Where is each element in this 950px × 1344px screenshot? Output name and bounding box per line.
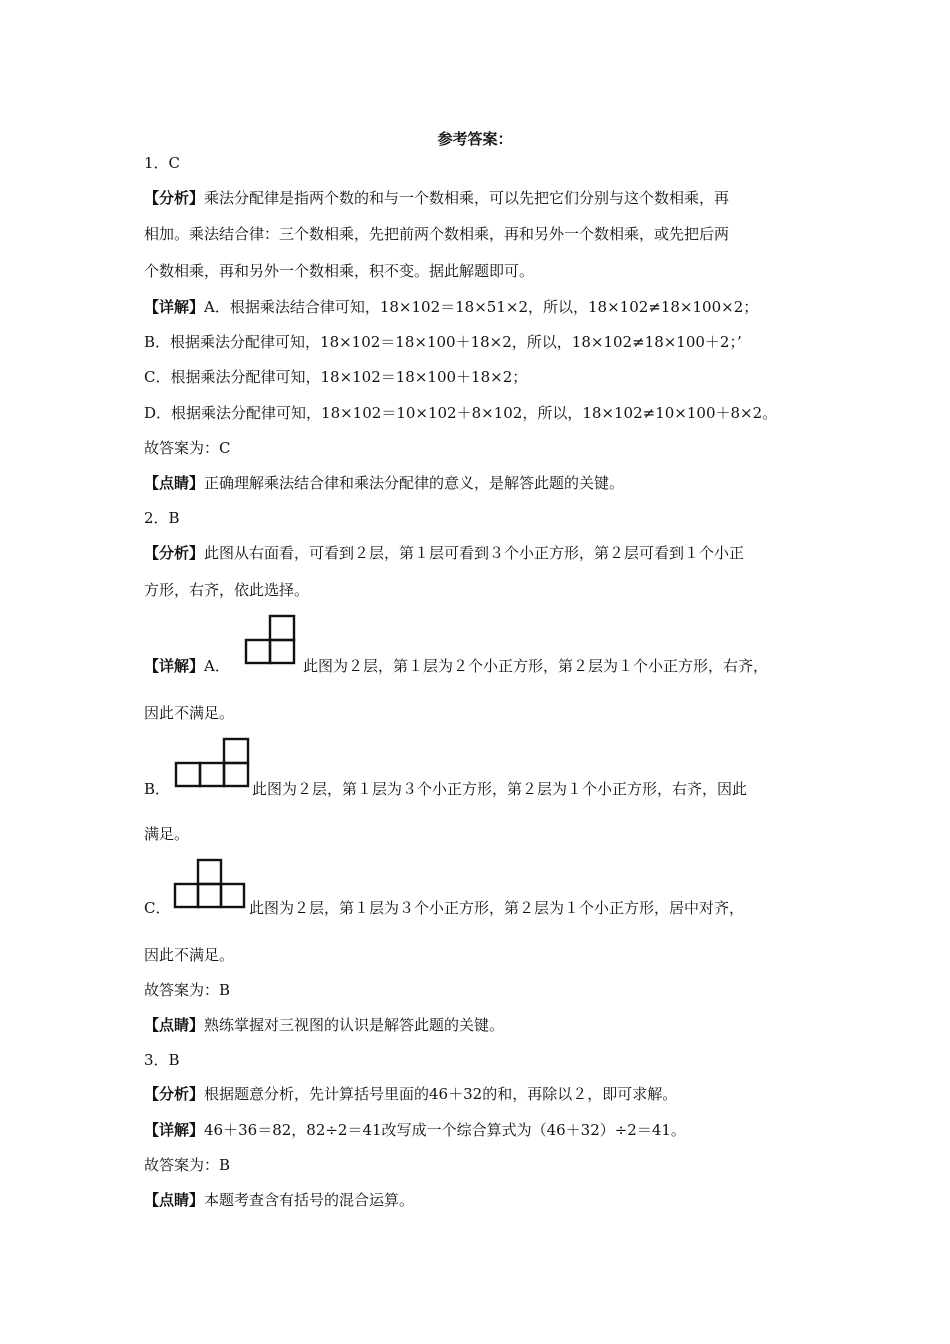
figure-c-cube-1: [175, 884, 198, 907]
q2-option-a-text: 此图为２层，第１层为２个小正方形，第２层为１个小正方形，右齐，: [303, 657, 769, 675]
q1-detail-c: C．根据乘法分配律可知，18×102＝18×100＋18×2；: [144, 368, 528, 386]
q2-option-b-text-2: 满足。: [144, 825, 190, 843]
figure-option-a: [244, 614, 296, 666]
detail-tag: 【详解】: [144, 657, 205, 675]
figure-option-b: [174, 737, 250, 789]
q2-answer: 故答案为：B: [144, 981, 231, 999]
comment-tag: 【点睛】: [144, 1016, 205, 1034]
q2-option-a-text-2: 因此不满足。: [144, 704, 235, 722]
q1-analysis-line-2: 相加。乘法结合律：三个数相乘，先把前两个数相乘，再和另外一个数相乘，或先把后两: [144, 225, 730, 243]
q2-option-a-label: 【详解】A．: [144, 657, 230, 675]
figure-b-cube-4: [224, 739, 248, 763]
q2-option-c-text-2: 因此不满足。: [144, 946, 235, 964]
q2-option-b-text: 此图为２层，第１层为３个小正方形，第２层为１个小正方形，右齐，因此: [252, 780, 748, 798]
figure-c-cube-2: [198, 884, 221, 907]
q1-comment: 【点睛】正确理解乘法结合律和乘法分配律的意义，是解答此题的关键。: [144, 474, 625, 492]
figure-b-cube-1: [176, 763, 200, 786]
q2-analysis-line-1: 【分析】此图从右面看，可看到２层，第１层可看到３个小正方形，第２层可看到１个小正: [144, 544, 745, 562]
q1-answer: 故答案为：C: [144, 439, 231, 457]
q2-comment: 【点睛】熟练掌握对三视图的认识是解答此题的关键。: [144, 1016, 505, 1034]
q3-comment: 【点睛】本题考查含有括号的混合运算。: [144, 1191, 415, 1209]
q1-detail-a: 【详解】A．根据乘法结合律可知，18×102＝18×51×2，所以，18×102≠18×100×2；: [144, 298, 759, 316]
q2-option-c-label: C．: [144, 899, 171, 917]
q2-option-b-label: B．: [144, 780, 171, 798]
figure-c-cube-4: [198, 860, 221, 884]
q1-detail-d: D．根据乘法分配律可知，18×102＝10×102＋8×102，所以，18×102≠10×100＋8×2。: [144, 404, 778, 422]
figure-a-cube-1: [246, 640, 270, 663]
page-title: 参考答案：: [437, 130, 513, 148]
analysis-tag: 【分析】: [144, 1085, 205, 1103]
analysis-tag: 【分析】: [144, 544, 205, 562]
q1-analysis-line-1: 【分析】乘法分配律是指两个数的和与一个数相乘，可以先把它们分别与这个数相乘，再: [144, 189, 730, 207]
q1-heading: 1．C: [144, 154, 181, 172]
q2-heading: 2．B: [144, 509, 180, 527]
q2-analysis-line-2: 方形，右齐，依此选择。: [144, 581, 310, 599]
figure-b-cube-3: [224, 763, 248, 786]
figure-option-c: [173, 858, 247, 910]
detail-tag: 【详解】: [144, 298, 205, 316]
figure-c-cube-3: [221, 884, 244, 907]
figure-a-cube-3: [270, 616, 294, 640]
analysis-tag: 【分析】: [144, 189, 205, 207]
q1-detail-b: B．根据乘法分配律可知，18×102＝18×100＋18×2，所以，18×102≠18×100＋2；’: [144, 333, 742, 351]
q3-answer: 故答案为：B: [144, 1156, 231, 1174]
figure-a-cube-2: [270, 640, 294, 663]
q1-analysis-line-3: 个数相乘，再和另外一个数相乘，积不变。据此解题即可。: [144, 262, 535, 280]
figure-b-cube-2: [200, 763, 224, 786]
q3-detail: 【详解】46＋36＝82，82÷2＝41改写成一个综合算式为（46＋32）÷2＝41。: [144, 1121, 686, 1139]
detail-tag: 【详解】: [144, 1121, 205, 1139]
q3-analysis: 【分析】根据题意分析，先计算括号里面的46＋32的和，再除以２，即可求解。: [144, 1085, 678, 1103]
q2-option-c-text: 此图为２层，第１层为３个小正方形，第２层为１个小正方形，居中对齐，: [249, 899, 745, 917]
comment-tag: 【点睛】: [144, 474, 205, 492]
comment-tag: 【点睛】: [144, 1191, 205, 1209]
q3-heading: 3．B: [144, 1051, 180, 1069]
